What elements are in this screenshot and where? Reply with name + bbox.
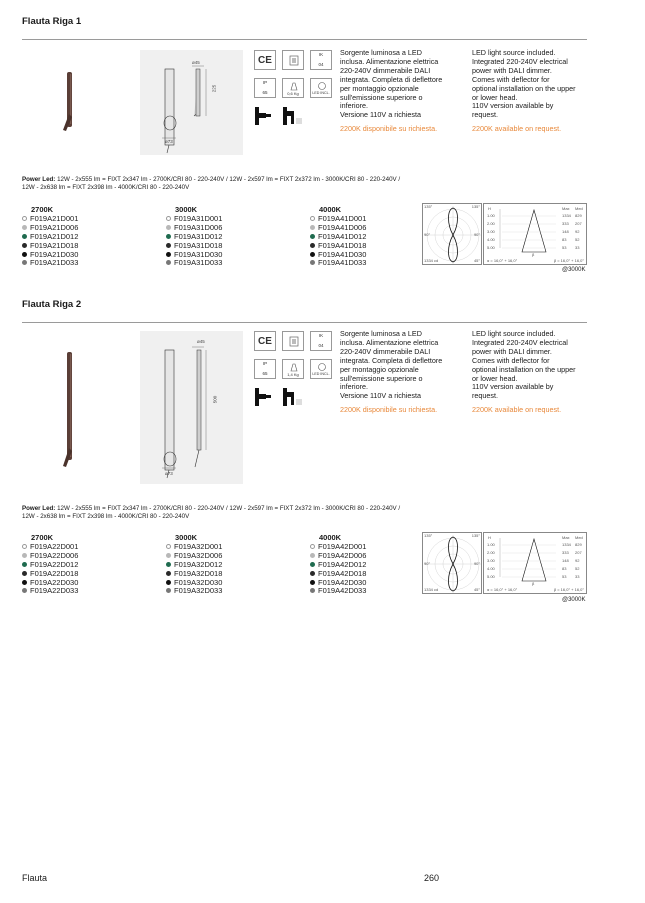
code-item: F019A31D012 (166, 233, 222, 242)
polar-diagram: 135° 135° 90° 90° 1334 cd 45° (424, 204, 480, 263)
code-column-4000k: 4000K F019A41D001 F019A41D006 F019A41D012 F019A41D018 F019A41D030 F019A41D033 (310, 206, 366, 268)
wall-mount-down-icon (282, 387, 304, 407)
code-column-4000k: 4000K F019A42D001 F019A42D006 F019A42D012 F019A42D018 F019A42D030 F019A42D033 (310, 534, 366, 596)
code-item: F019A42D012 (310, 561, 366, 570)
illuminance-cone: H 1.00 2.00 3.00 4.00 5.00 Max Med 1334 333 148 83 53 829 207 92 52 33 β α = 16,0° + 16,0° β = 16,0° + 16,0° (483, 203, 587, 265)
description-en: LED light source included. Integrated 220-240V electrical power with DALI dimmer. Comes with deflector for optional installation on the upper or lower head. 110V version available by request. 2200K available on request. (472, 330, 597, 415)
note-it: 2200K disponibile su richiesta. (340, 405, 438, 415)
wall-mount-down-icon (282, 106, 304, 126)
code-column-3000k: 3000K F019A31D001 F019A31D006 F019A31D012 F019A31D018 F019A31D030 F019A31D033 (166, 206, 222, 268)
measurement-note: @3000K (562, 597, 586, 603)
recessed-icon (282, 331, 304, 351)
code-item: F019A41D001 (310, 215, 366, 224)
code-item: F019A21D006 (22, 224, 78, 233)
code-item: F019A32D006 (166, 552, 222, 561)
illuminance-cone: H 1.00 2.00 3.00 4.00 5.00 Max Med 1334 333 148 83 53 829 207 92 52 33 β α = 16,0° + 16,0° β = 16,0° + 16,0° (483, 532, 587, 594)
ce-icon: CE (254, 50, 276, 70)
code-item: F019A42D033 (310, 587, 366, 596)
description-it: Sorgente luminosa a LED inclusa. Alimentazione elettrica 220-240V dimmerabile DALI integrata. Completa di deflettore per montaggio opzionale sull'emissione superiore o inferiore. Versione 110V a richiesta 2200K disponibile su richiesta. (340, 49, 465, 134)
divider (22, 322, 587, 323)
product-image (58, 70, 82, 140)
polar-diagram: 135° 135° 90° 90° 1334 cd 45° (424, 533, 480, 592)
code-item: F019A22D030 (22, 579, 78, 588)
page-number: 260 (424, 873, 440, 883)
code-column-2700k: 2700K F019A21D001 F019A21D006 F019A21D012 F019A21D018 F019A21D030 F019A21D033 (22, 206, 78, 268)
ip-rating-icon: IP 65 (254, 359, 276, 379)
measurement-note: @3000K (562, 267, 586, 273)
code-item: F019A21D018 (22, 242, 78, 251)
ip-rating-icon: IP 65 (254, 78, 276, 98)
code-item: F019A41D033 (310, 259, 366, 268)
code-item: F019A31D018 (166, 242, 222, 251)
led-included-icon: LED INCL. (310, 78, 332, 98)
base-dimension: ø73 (165, 139, 173, 144)
code-item: F019A31D030 (166, 251, 222, 260)
code-item: F019A22D033 (22, 587, 78, 596)
code-item: F019A21D033 (22, 259, 78, 268)
code-item: F019A41D006 (310, 224, 366, 233)
height-dimension: 225 (211, 84, 217, 93)
code-item: F019A32D012 (166, 561, 222, 570)
width-dimension: ø45 (192, 60, 200, 65)
code-item: F019A41D012 (310, 233, 366, 242)
divider (22, 39, 587, 40)
weight-icon: 1,4 Kg (282, 359, 304, 379)
code-item: F019A32D030 (166, 579, 222, 588)
technical-drawing (140, 50, 243, 155)
section-title: Flauta Riga 1 (22, 16, 82, 27)
code-item: F019A32D033 (166, 587, 222, 596)
section-title: Flauta Riga 2 (22, 299, 82, 310)
code-item: F019A21D001 (22, 215, 78, 224)
recessed-icon (282, 50, 304, 70)
code-item: F019A31D033 (166, 259, 222, 268)
wall-mount-up-icon (254, 387, 276, 407)
power-spec: Power Led: 12W - 2x555 lm = FIXT 2x347 lm - 2700K/CRI 80 - 220-240V / 12W - 2x597 lm = FIXT 2x372 lm - 3000K/CRI 80 - 220-240V / 12W - 2x638 lm = FIXT 2x398 lm - 4000K/CRI 80 - 220-240V (22, 505, 401, 520)
code-item: F019A41D030 (310, 251, 366, 260)
code-item: F019A42D006 (310, 552, 366, 561)
code-item: F019A31D001 (166, 215, 222, 224)
code-item: F019A42D018 (310, 570, 366, 579)
code-item: F019A32D001 (166, 543, 222, 552)
code-item: F019A21D012 (22, 233, 78, 242)
width-dimension: ø45 (197, 339, 205, 344)
ik-rating-icon: IK 04 (310, 331, 332, 351)
code-column-3000k: 3000K F019A32D001 F019A32D006 F019A32D012 F019A32D018 F019A32D030 F019A32D033 (166, 534, 222, 596)
code-item: F019A41D018 (310, 242, 366, 251)
note-en: 2200K available on request. (472, 405, 562, 415)
code-item: F019A21D030 (22, 251, 78, 260)
code-item: F019A22D012 (22, 561, 78, 570)
code-column-2700k: 2700K F019A22D001 F019A22D006 F019A22D012 F019A22D018 F019A22D030 F019A22D033 (22, 534, 78, 596)
code-item: F019A22D006 (22, 552, 78, 561)
wall-mount-up-icon (254, 106, 276, 126)
code-item: F019A42D030 (310, 579, 366, 588)
technical-drawing (140, 331, 243, 484)
code-item: F019A32D018 (166, 570, 222, 579)
description-it: Sorgente luminosa a LED inclusa. Alimentazione elettrica 220-240V dimmerabile DALI integrata. Completa di deflettore per montaggio opzionale sull'emissione superiore o inferiore. Versione 110V a richiesta 2200K disponibile su richiesta. (340, 330, 465, 415)
ik-rating-icon: IK 04 (310, 50, 332, 70)
weight-icon: 0,6 Kg (282, 78, 304, 98)
code-item: F019A42D001 (310, 543, 366, 552)
product-image (58, 350, 82, 475)
code-item: F019A22D001 (22, 543, 78, 552)
footer-family: Flauta (22, 873, 48, 883)
note-en: 2200K available on request. (472, 124, 562, 134)
led-included-icon: LED INCL. (310, 359, 332, 379)
note-it: 2200K disponibile su richiesta. (340, 124, 438, 134)
height-dimension: 500 (212, 395, 218, 404)
code-item: F019A31D006 (166, 224, 222, 233)
code-item: F019A22D018 (22, 570, 78, 579)
base-dimension: ø73 (165, 471, 173, 476)
power-spec: Power Led: 12W - 2x555 lm = FIXT 2x347 lm - 2700K/CRI 80 - 220-240V / 12W - 2x597 lm = FIXT 2x372 lm - 3000K/CRI 80 - 220-240V / 12W - 2x638 lm = FIXT 2x398 lm - 4000K/CRI 80 - 220-240V (22, 176, 401, 191)
ce-icon: CE (254, 331, 276, 351)
description-en: LED light source included. Integrated 220-240V electrical power with DALI dimmer. Comes with deflector for optional installation on the upper or lower head. 110V version available by request. 2200K available on request. (472, 49, 597, 134)
